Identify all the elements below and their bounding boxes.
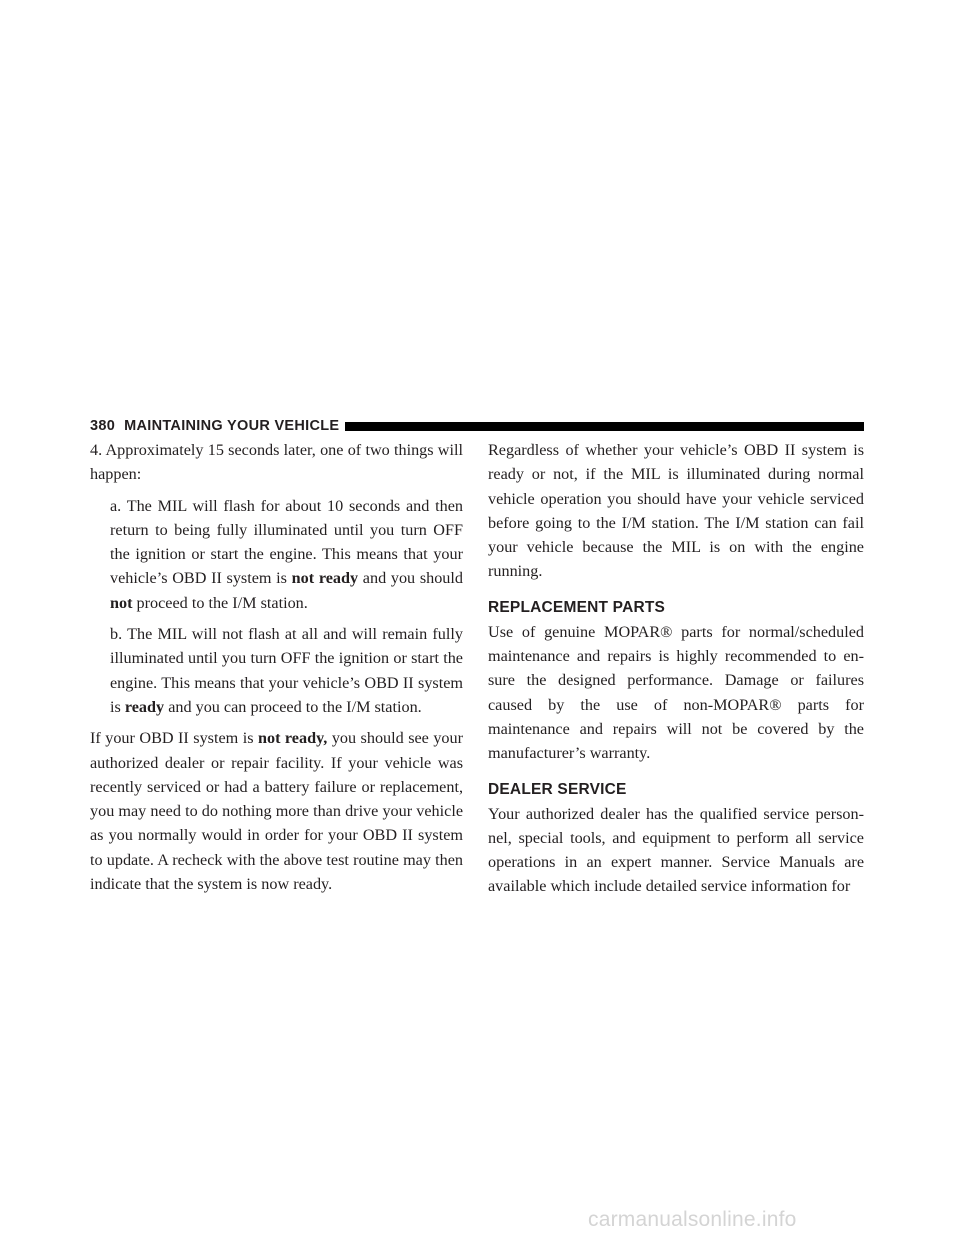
right-column: [488, 438, 864, 899]
item-a-paragraph: [90, 494, 463, 615]
page-number: 380: [90, 418, 116, 434]
dealer-service-paragraph: Your authorized dealer has the qualified service person- nel, special tools, and equipment to perform all service operations in an expert manner. Service Manuals are available which include detailed service information for: [488, 804, 864, 896]
not-ready-bold: not ready,: [257, 729, 328, 748]
item-b-bold-ready: ready: [124, 697, 165, 716]
replacement-parts-paragraph: Use of genuine MOPAR® parts for normal/scheduled maintenance and repairs is highly recommended to en- sure the designed performance. Damage or failures caused by the use of non-MOPAR® parts for maintenance and repairs will not be covered by the manufacturer’s warranty.: [488, 622, 864, 763]
item-a-text-middle: and you should: [362, 569, 463, 588]
left-column: [90, 438, 463, 896]
item-a-bold-not-ready: not ready: [291, 569, 359, 588]
section-title: MAINTAINING YOUR VEHICLE: [124, 418, 340, 434]
not-ready-text-after: you should see your authorized dealer or repair facility. If your vehicle was recently serviced or had a battery failure or replacement, you may need to do nothing more than drive your vehicle as you normally would in order for your OBD II system to update. A recheck with the above test routine may then indicate that the system is now ready.: [90, 729, 463, 894]
item-a-text-after: proceed to the I/M station.: [136, 593, 308, 612]
regardless-paragraph: Regardless of whether your vehicle’s OBD II system is ready or not, if the MIL is illuminated during normal vehicle operation you should have your vehicle serviced before going to the I/M station. The I/M station can fail your vehicle because the MIL is on with the engine running.: [488, 441, 864, 581]
item-a-text-before: a. The MIL will flash for about 10 seconds and then return to being fully illuminated until you turn OFF the ignition or start the engine. This means that your vehicle’s OBD II system is: [110, 496, 463, 588]
dealer-service-heading: DEALER SERVICE: [488, 780, 627, 798]
header-rule: [345, 422, 864, 431]
item-b-text-after: and you can proceed to the I/M station.: [168, 697, 422, 716]
watermark-footer: carmanualsonline.info: [588, 1208, 797, 1231]
item-b-paragraph: [90, 622, 463, 719]
replacement-parts-heading: REPLACEMENT PARTS: [488, 598, 666, 616]
item-a-bold-not: not: [110, 593, 133, 612]
item-b-text-before: b. The MIL will not flash at all and will remain fully illuminated until you turn OFF the ignition or start the engine. This means that your vehicle’s OBD II system is: [110, 625, 463, 716]
step-4-paragraph: 4. Approximately 15 seconds later, one of two things will happen:: [90, 441, 463, 484]
not-ready-paragraph: [90, 726, 463, 896]
not-ready-text-before: If your OBD II system is: [90, 729, 254, 748]
page-header: [90, 416, 864, 436]
